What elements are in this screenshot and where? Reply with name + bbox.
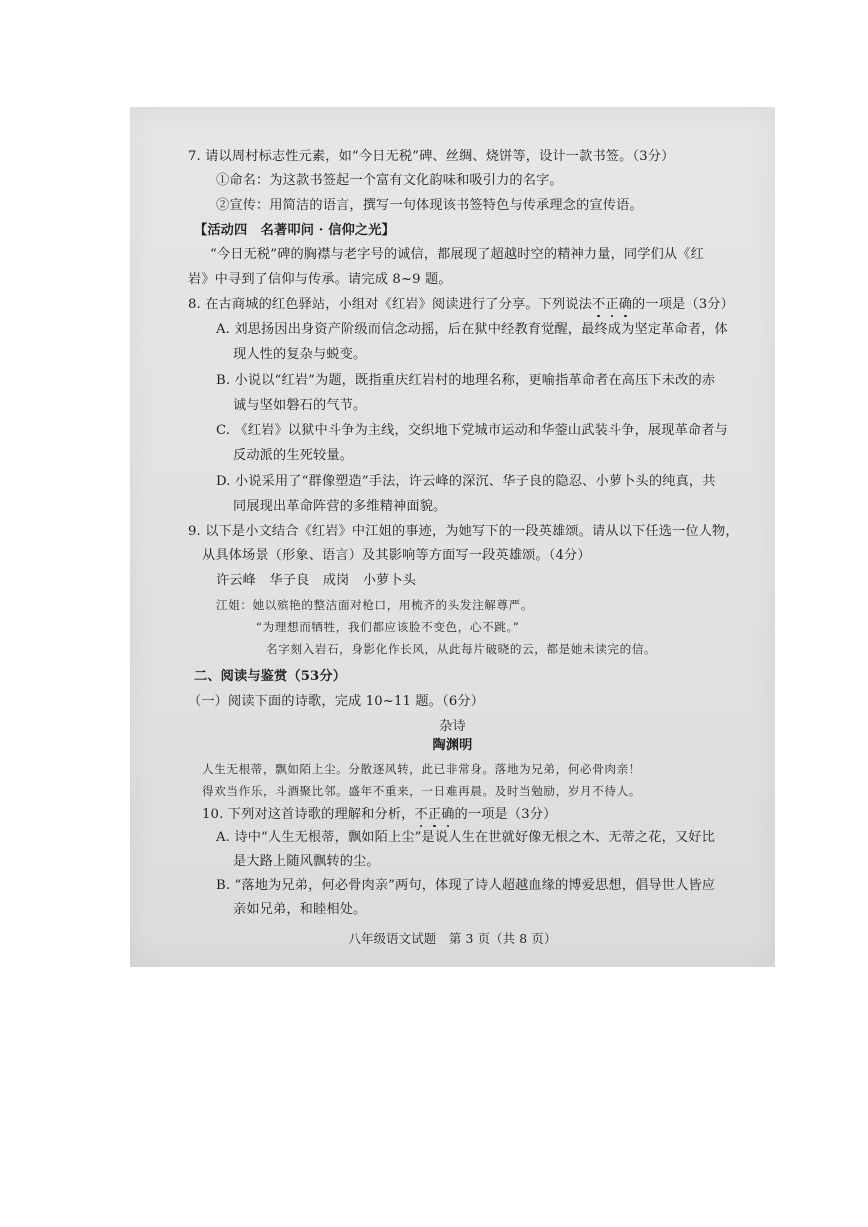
emphasis-dot-char: 正: [427, 807, 442, 822]
question-9-stem-line-2: 从具体场景（形象、语言）及其影响等方面写一段英雄颂。（4分）: [202, 548, 591, 563]
poem-author: 陶渊明: [432, 738, 473, 753]
question-8-option-a-line-2: 现人性的复杂与蜕变。: [233, 347, 367, 362]
section-2-title: 二、阅读与鉴赏（53分）: [194, 669, 347, 684]
question-8-option-b-line-2: 诚与坚如磐石的气节。: [233, 398, 367, 413]
question-8-stem-text-b: 的一项是（3分）: [632, 297, 734, 312]
poem-title: 杂诗: [439, 719, 466, 734]
question-8-option-c-line-1: C. 《红岩》以狱中斗争为主线，交织地下党城市运动和华蓥山武装斗争，展现革命者与: [216, 423, 728, 438]
question-8-option-d-line-2: 同展现出革命阵营的多维精神面貌。: [233, 499, 447, 514]
question-9-sample-line-3: 名字刻入岩石，身影化作长风，从此每片破晓的云，都是她未读完的信。: [266, 642, 657, 656]
question-7-item-1: ①命名：为这款书签起一个富有文化韵味和吸引力的名字。: [216, 173, 563, 188]
emphasis-dot-char: 不: [414, 807, 428, 822]
poem-line-2: 得欢当作乐，斗酒聚比邻。盛年不重来，一日难再晨。及时当勉励，岁月不待人。: [202, 784, 641, 798]
question-9-stem-line-1: 9. 以下是小文结合《红岩》中江姐的事迹，为她写下的一段英雄颂。请从以下任选一位人物，: [188, 524, 739, 539]
question-9-character-names: 许云峰 华子良 成岗 小萝卜头: [216, 573, 417, 588]
question-10-option-b-line-2: 亲如兄弟，和睦相处。: [233, 902, 367, 917]
question-10-stem-text-b: 的一项是（3分）: [454, 807, 557, 822]
question-10-option-a-line-1: A. 诗中“人生无根蒂，飘如陌上尘”是说人生在世就好像无根之木、无蒂之花，又好比: [216, 830, 715, 845]
page-footer: 八年级语文试题 第 3 页（共 8 页）: [348, 931, 557, 946]
question-9-sample-line-2: “为理想而牺牲，我们都应该脸不变色，心不跳。”: [256, 620, 520, 634]
emphasis-dot-char: 确: [441, 807, 455, 822]
activity-4-title: 【活动四 名著叩问 · 信仰之光】: [194, 223, 395, 238]
activity-4-intro-line-2: 岩》中寻到了信仰与传承。请完成 8~9 题。: [188, 272, 452, 287]
section-2-part-1: （一）阅读下面的诗歌，完成 10~11 题。（6分）: [188, 694, 485, 709]
question-8-stem-text-a: 8. 在古商城的红色驿站，小组对《红岩》阅读进行了分享。下列说法: [188, 297, 593, 312]
emphasis-dot-char: 正: [605, 297, 619, 312]
emphasis-dot-char: 确: [618, 297, 633, 312]
question-8-option-d-line-1: D. 小说采用了“群像塑造”手法，许云峰的深沉、华子良的隐忍、小萝卜头的纯真，共: [216, 474, 716, 489]
question-7-item-2: ②宣传：用简洁的语言，撰写一句体现该书签特色与传承理念的宣传语。: [216, 198, 643, 213]
question-10-option-a-line-2: 是大路上随风飘转的尘。: [233, 854, 380, 869]
question-10-option-b-line-1: B. “落地为兄弟，何必骨肉亲”两句，体现了诗人超越血缘的博爱思想，倡导世人皆应: [216, 878, 716, 893]
exam-page: [130, 107, 775, 967]
question-8-stem: [188, 297, 734, 313]
question-9-sample-line-1: 江姐：她以殡艳的整洁面对枪口，用梳齐的头发注解尊严。: [216, 598, 534, 612]
question-10-stem-text-a: 10. 下列对这首诗歌的理解和分析，: [202, 807, 415, 822]
question-8-option-b-line-1: B. 小说以“红岩”为题，既指重庆红岩村的地理名称，更喻指革命者在高压下未改的赤: [216, 373, 716, 388]
question-8-option-a-line-1: A. 刘思扬因出身资产阶级而信念动摇，后在狱中经教育觉醒，最终成为坚定革命者，体: [216, 322, 728, 337]
question-7-stem: 7. 请以周村标志性元素，如“今日无税”碑、丝绸、烧饼等，设计一款书签。（3分）: [188, 149, 675, 164]
poem-line-1: 人生无根蒂，飘如陌上尘。分散逐风转，此已非常身。落地为兄弟，何必骨肉亲！: [202, 762, 641, 776]
question-10-stem: [202, 807, 556, 823]
emphasis-dot-char: 不: [592, 297, 606, 312]
activity-4-intro-line-1: “今日无税”碑的胸襟与老字号的诚信，都展现了超越时空的精神力量，同学们从《红: [210, 247, 704, 262]
question-8-option-c-line-2: 反动派的生死较量。: [233, 448, 354, 463]
